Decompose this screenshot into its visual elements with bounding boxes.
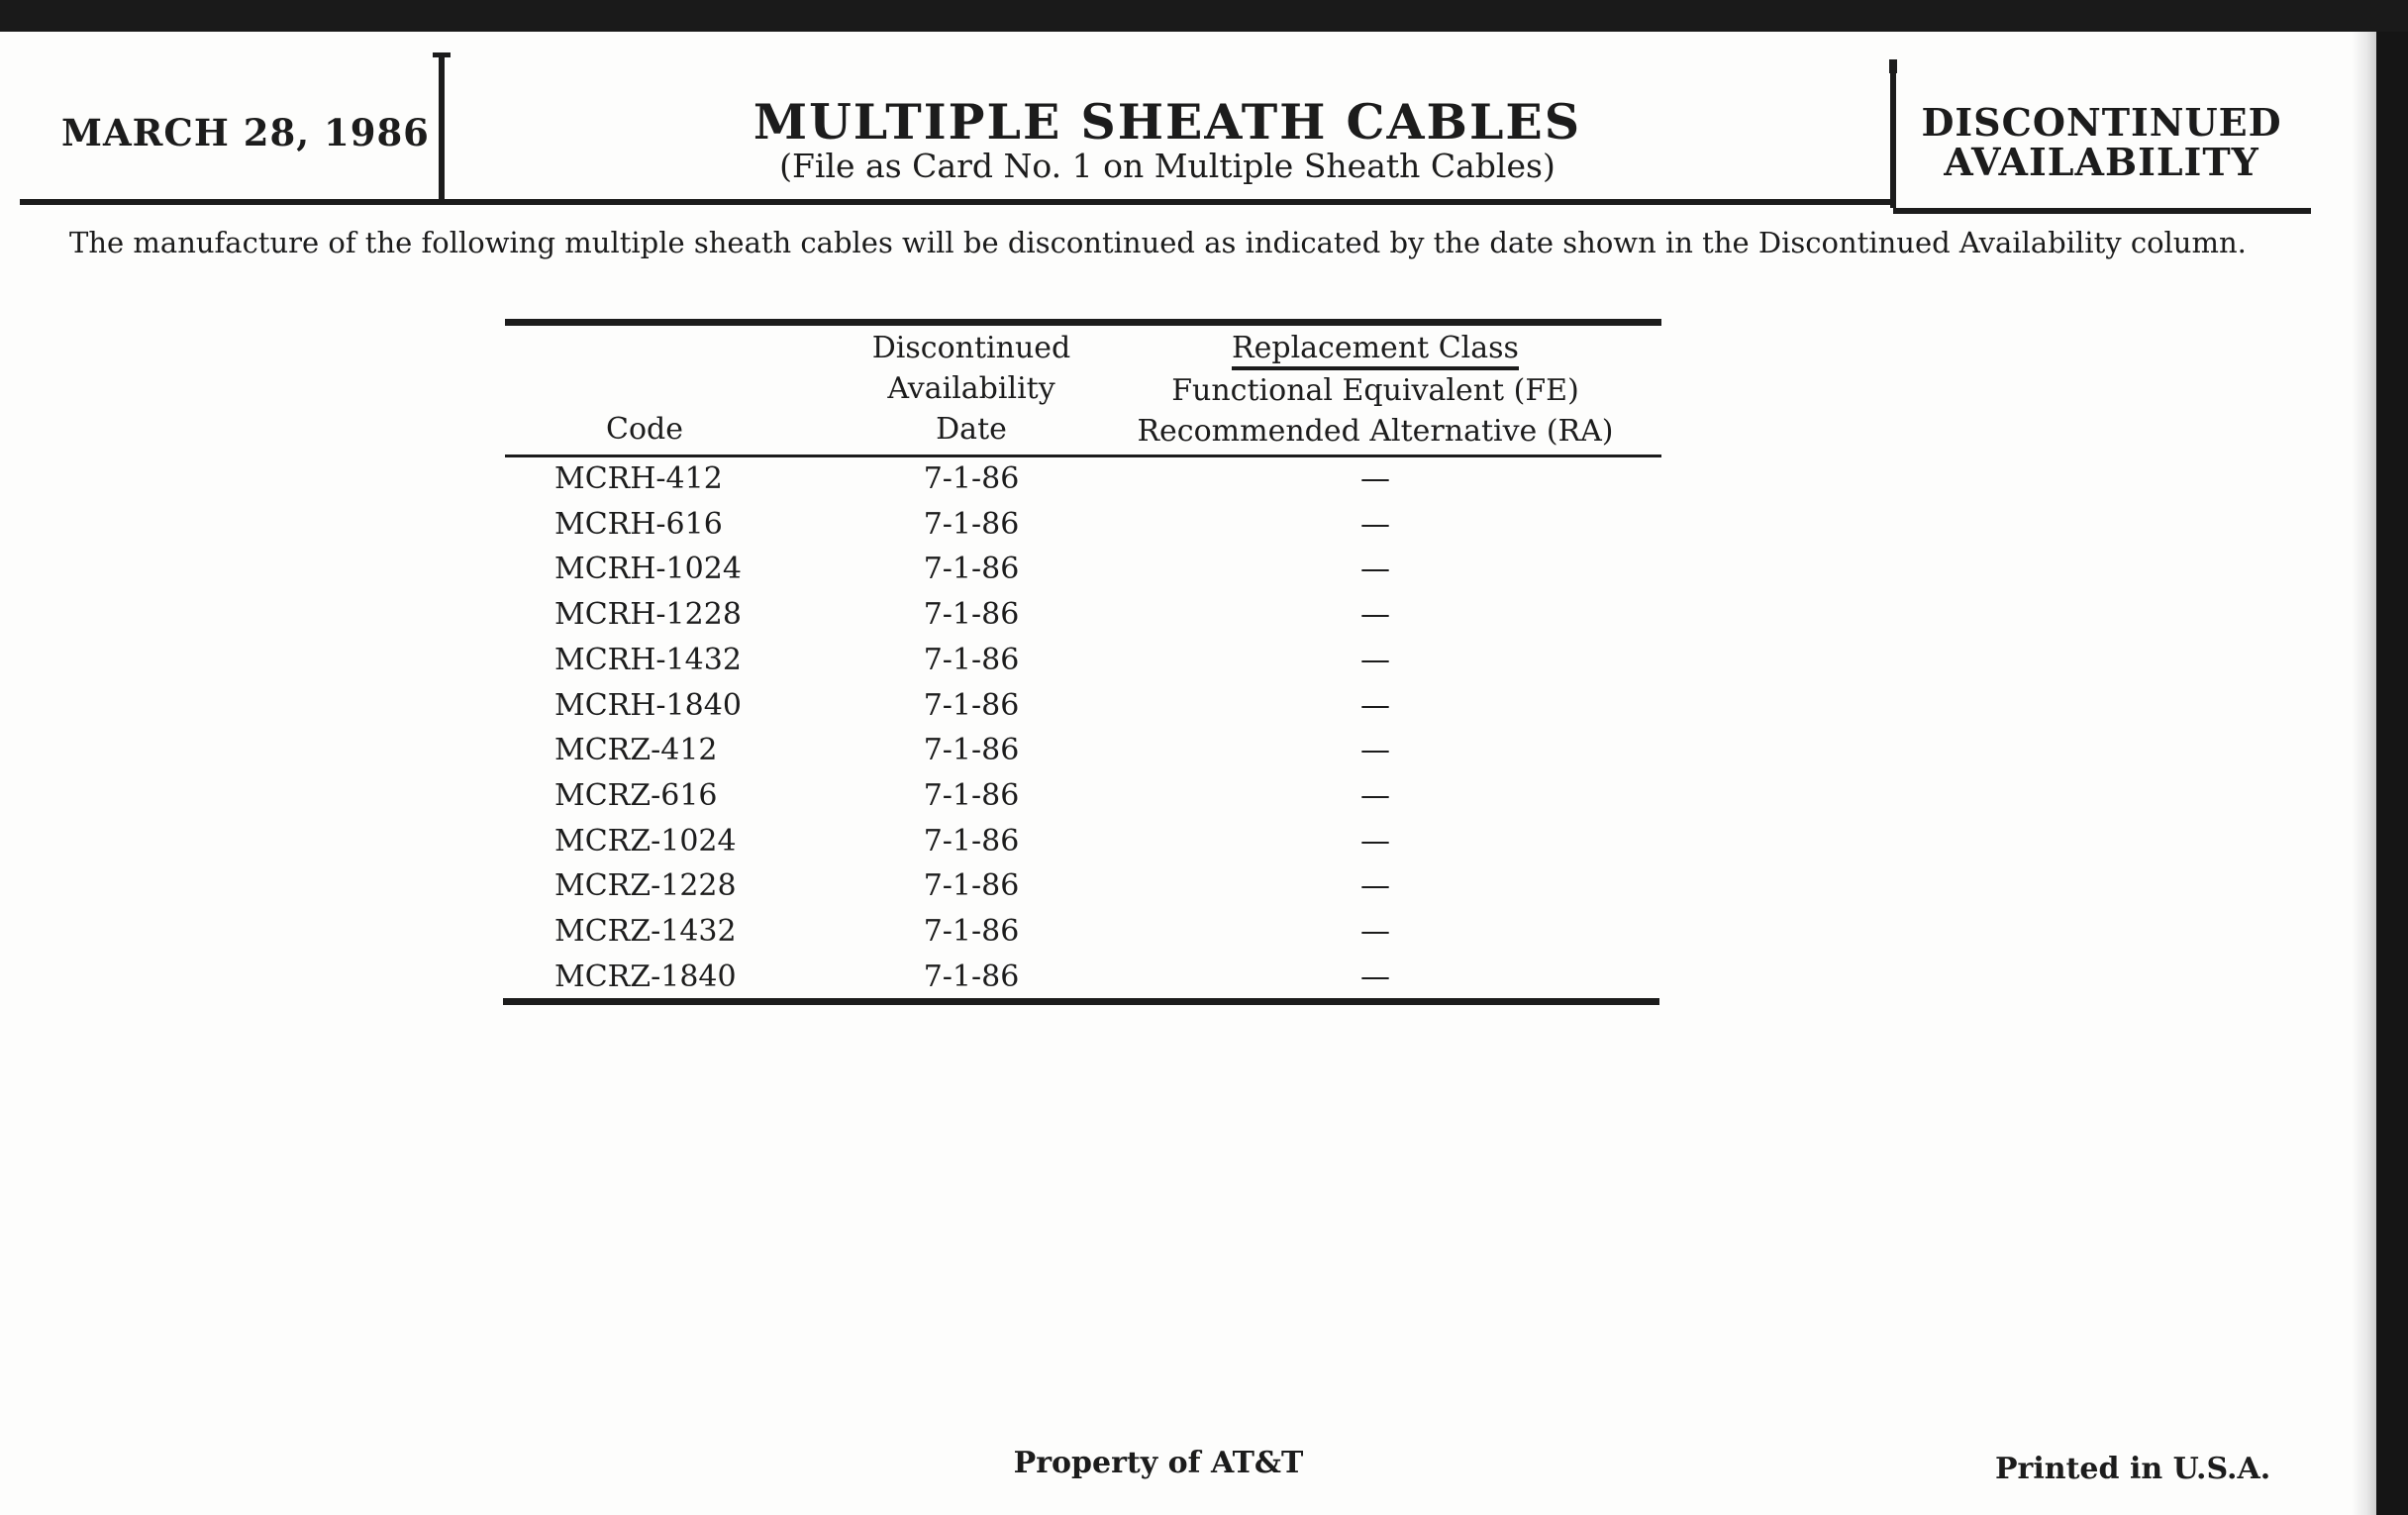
cell-code: MCRH-1432 [554, 642, 742, 677]
cell-code: MCRZ-412 [554, 733, 718, 768]
cell-date: 7-1-86 [923, 642, 1020, 677]
cell-replacement: — [1360, 506, 1390, 542]
cell-replacement: — [1360, 777, 1390, 813]
cell-date: 7-1-86 [923, 552, 1020, 587]
table-row [505, 683, 1661, 729]
header-replacement-line: Replacement Class [1232, 331, 1519, 370]
cell-date: 7-1-86 [923, 777, 1020, 813]
cell-replacement: — [1360, 823, 1390, 858]
cell-replacement: — [1360, 733, 1390, 768]
table-row [505, 728, 1661, 773]
table-row [505, 819, 1661, 864]
cell-code: MCRH-1228 [554, 597, 742, 633]
cell-replacement: — [1360, 959, 1390, 994]
table-row [505, 638, 1661, 683]
cell-code: MCRH-1840 [554, 687, 742, 723]
table-row [505, 502, 1661, 548]
table-row [505, 592, 1661, 638]
cell-replacement: — [1360, 461, 1390, 496]
cell-code: MCRH-1024 [554, 552, 742, 587]
cell-date: 7-1-86 [923, 733, 1020, 768]
cell-code: MCRZ-1228 [554, 868, 737, 904]
cell-date: 7-1-86 [923, 506, 1020, 542]
cell-date: 7-1-86 [923, 823, 1020, 858]
cell-replacement: — [1360, 597, 1390, 633]
header-rule [20, 199, 1894, 205]
table-row [505, 955, 1661, 1000]
table-row [505, 773, 1661, 819]
cell-date: 7-1-86 [923, 914, 1020, 949]
header-date-line: Availability [887, 371, 1055, 406]
cell-code: MCRZ-616 [554, 777, 718, 813]
header-rule-right [1893, 208, 2311, 214]
table-row [505, 863, 1661, 909]
status-line: AVAILABILITY [1944, 140, 2259, 184]
cell-date: 7-1-86 [923, 461, 1020, 496]
header-replacement [1099, 328, 1652, 452]
cell-code: MCRH-412 [554, 461, 723, 496]
issue-date: MARCH 28, 1986 [61, 111, 430, 154]
scan-border [2376, 32, 2408, 1515]
header-code: Code [606, 412, 683, 447]
cell-replacement: — [1360, 642, 1390, 677]
table-top-rule [505, 319, 1661, 326]
status-line: DISCONTINUED [1921, 100, 2282, 145]
footer-printed: Printed in U.S.A. [1995, 1452, 2271, 1486]
cell-replacement: — [1360, 868, 1390, 904]
footer-property: Property of AT&T [1013, 1446, 1304, 1480]
cell-replacement: — [1360, 687, 1390, 723]
table-bottom-rule [503, 998, 1659, 1005]
header-replacement-line: Functional Equivalent (FE) [1171, 373, 1579, 408]
table-row [505, 547, 1661, 592]
page-subtitle: (File as Card No. 1 on Multiple Sheath Cables) [779, 147, 1555, 185]
table-row [505, 909, 1661, 955]
table-row [505, 456, 1661, 502]
cell-date: 7-1-86 [923, 959, 1020, 994]
header-date-line: Discontinued [871, 331, 1071, 365]
cell-code: MCRZ-1024 [554, 823, 737, 858]
cell-date: 7-1-86 [923, 868, 1020, 904]
status-label [1896, 100, 2307, 184]
cell-code: MCRH-616 [554, 506, 723, 542]
cell-replacement: — [1360, 914, 1390, 949]
intro-paragraph: The manufacture of the following multiple sheath cables will be discontinued as indicated by the date shown in the Discontinued Availability column. [69, 226, 2247, 259]
cell-code: MCRZ-1432 [554, 914, 737, 949]
header-date-line: Date [936, 412, 1007, 447]
cell-date: 7-1-86 [923, 687, 1020, 723]
header-replacement-line: Recommended Alternative (RA) [1137, 414, 1614, 449]
page-title: MULTIPLE SHEATH CABLES [752, 93, 1582, 151]
cell-replacement: — [1360, 552, 1390, 587]
cell-date: 7-1-86 [923, 597, 1020, 633]
cell-code: MCRZ-1840 [554, 959, 737, 994]
page-edge-shadow [2352, 32, 2376, 1515]
